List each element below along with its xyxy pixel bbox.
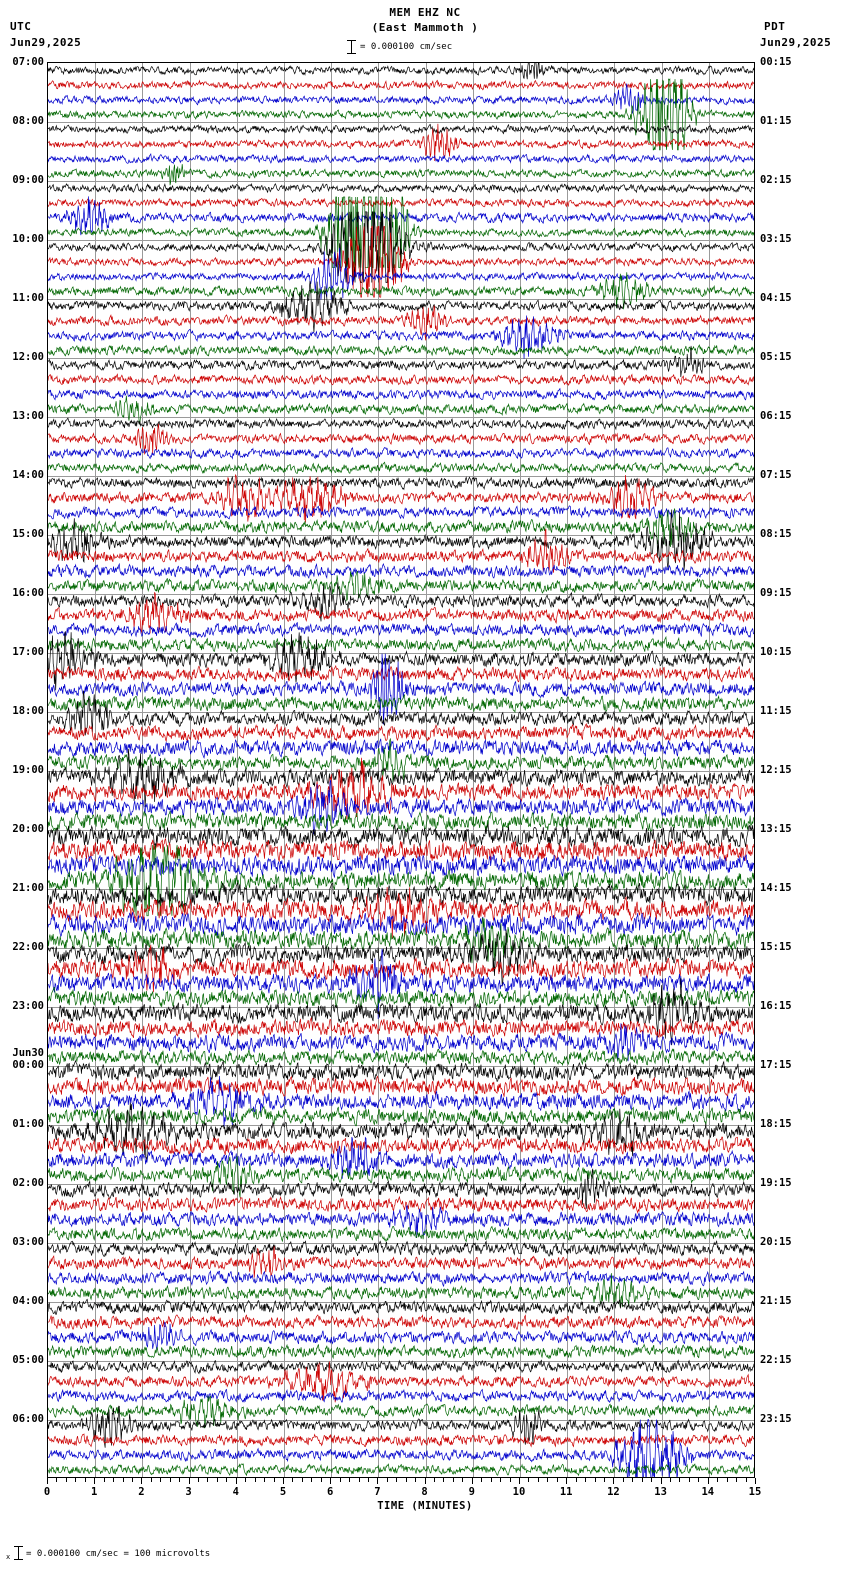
pdt-hour-label: 14:15 <box>760 882 792 894</box>
x-axis-tick-label: 6 <box>327 1486 334 1498</box>
x-axis-minor-tick <box>198 1478 199 1482</box>
x-axis-tick <box>613 1478 614 1484</box>
x-axis-minor-tick <box>245 1478 246 1482</box>
trace-line <box>48 987 754 1007</box>
x-axis-minor-tick <box>66 1478 67 1482</box>
amplitude-scale-label: = 0.000100 cm/sec <box>360 42 453 52</box>
x-axis-minor-tick <box>443 1478 444 1482</box>
x-axis-minor-tick <box>217 1478 218 1482</box>
pdt-hour-label: 19:15 <box>760 1177 792 1189</box>
utc-hour-label: 15:00 <box>12 528 44 540</box>
x-axis-minor-tick <box>302 1478 303 1482</box>
x-axis-minor-tick <box>415 1478 416 1482</box>
trace-line <box>48 1389 754 1402</box>
x-axis-tick-label: 7 <box>374 1486 381 1498</box>
pdt-hour-label: 05:15 <box>760 351 792 363</box>
x-axis-minor-tick <box>406 1478 407 1482</box>
x-axis-tick-label: 14 <box>701 1486 715 1498</box>
utc-timezone-label: UTC <box>10 20 32 33</box>
trace-line <box>48 124 754 133</box>
amplitude-scale-bar-icon <box>347 40 356 54</box>
x-axis-tick-label: 15 <box>748 1486 762 1498</box>
x-axis-minor-tick <box>698 1478 699 1482</box>
x-axis-minor-tick <box>359 1478 360 1482</box>
utc-hour-label: 11:00 <box>12 292 44 304</box>
x-axis-minor-tick <box>595 1478 596 1482</box>
trace-line <box>48 79 754 150</box>
trace-line <box>48 1137 754 1155</box>
x-axis-tick-label: 12 <box>607 1486 620 1498</box>
x-axis-minor-tick <box>85 1478 86 1482</box>
x-axis-minor-tick <box>207 1478 208 1482</box>
trace-line <box>48 749 754 807</box>
x-axis-tick-label: 1 <box>91 1486 98 1498</box>
x-axis-minor-tick <box>340 1478 341 1482</box>
x-axis-minor-tick <box>528 1478 529 1482</box>
pdt-hour-label: 13:15 <box>760 823 792 835</box>
utc-hour-label: 03:00 <box>12 1236 44 1248</box>
x-axis-tick-label: 10 <box>512 1486 526 1498</box>
x-axis-minor-tick <box>538 1478 539 1482</box>
x-axis-minor-tick <box>500 1478 501 1482</box>
x-axis-minor-tick <box>689 1478 690 1482</box>
trace-line <box>48 389 754 400</box>
trace-line <box>48 346 754 377</box>
x-axis-title: TIME (MINUTES) <box>377 1500 473 1512</box>
trace-line <box>48 154 754 163</box>
trace-line <box>48 345 754 356</box>
x-axis-tick <box>566 1478 567 1484</box>
pdt-date-label: Jun29,2025 <box>760 36 832 49</box>
trace-line <box>48 184 754 193</box>
x-axis-tick-label: 2 <box>138 1486 145 1498</box>
x-axis-tick <box>755 1478 756 1484</box>
x-axis-tick <box>377 1478 378 1484</box>
utc-date-label: Jun29,2025 <box>10 36 82 49</box>
utc-hour-label: 23:00 <box>12 1000 44 1012</box>
x-axis-minor-tick <box>547 1478 548 1482</box>
x-axis-tick-label: 13 <box>654 1486 667 1498</box>
trace-line <box>48 564 754 578</box>
trace-line <box>48 1315 754 1329</box>
x-axis-minor-tick <box>264 1478 265 1482</box>
utc-hour-label: 08:00 <box>12 115 44 127</box>
utc-hour-label: 09:00 <box>12 174 44 186</box>
x-axis-minor-tick <box>679 1478 680 1482</box>
utc-hour-label: 17:00 <box>12 646 44 658</box>
x-axis-minor-tick <box>623 1478 624 1482</box>
x-axis-tick <box>519 1478 520 1484</box>
x-axis-tick-label: 8 <box>421 1486 428 1498</box>
pdt-hour-label: 09:15 <box>760 587 792 599</box>
trace-line <box>48 1061 754 1082</box>
trace-line <box>48 1271 754 1286</box>
utc-hour-label: 02:00 <box>12 1177 44 1189</box>
x-axis-minor-tick <box>576 1478 577 1482</box>
x-axis-minor-tick <box>717 1478 718 1482</box>
x-axis-minor-tick <box>651 1478 652 1482</box>
trace-line <box>48 462 754 474</box>
utc-hour-label: 01:00 <box>12 1118 44 1130</box>
trace-line <box>48 1396 754 1428</box>
x-axis-tick-label: 3 <box>185 1486 192 1498</box>
x-axis-minor-tick <box>585 1478 586 1482</box>
seismogram-traces <box>48 63 754 1477</box>
x-axis-minor-tick <box>510 1478 511 1482</box>
utc-hour-label: 13:00 <box>12 410 44 422</box>
utc-hour-label: 12:00 <box>12 351 44 363</box>
pdt-hour-label: 01:15 <box>760 115 792 127</box>
x-axis-minor-tick <box>491 1478 492 1482</box>
footer-scale-label: = 0.000100 cm/sec = 100 microvolts <box>26 1549 211 1559</box>
trace-line <box>48 510 754 571</box>
trace-line <box>48 164 754 185</box>
pdt-hour-label: 18:15 <box>760 1118 792 1130</box>
x-axis-minor-tick <box>642 1478 643 1482</box>
trace-line <box>48 1197 754 1213</box>
trace-line <box>48 374 754 385</box>
trace-line <box>48 63 754 79</box>
x-axis-minor-tick <box>557 1478 558 1482</box>
x-axis-minor-tick <box>292 1478 293 1482</box>
x-axis-minor-tick <box>226 1478 227 1482</box>
x-axis-minor-tick <box>462 1478 463 1482</box>
x-axis-minor-tick <box>604 1478 605 1482</box>
utc-hour-label: 04:00 <box>12 1295 44 1307</box>
x-axis-minor-tick <box>349 1478 350 1482</box>
trace-line <box>48 811 754 832</box>
trace-line <box>48 631 754 690</box>
x-axis-tick <box>708 1478 709 1484</box>
x-axis <box>43 1478 762 1500</box>
x-axis-tick-label: 4 <box>232 1486 239 1498</box>
utc-hour-label: 14:00 <box>12 469 44 481</box>
utc-hour-label: 21:00 <box>12 882 44 894</box>
trace-line <box>48 418 754 429</box>
x-axis-tick <box>189 1478 190 1484</box>
station-subtitle: (East Mammoth ) <box>371 21 479 34</box>
x-axis-minor-tick <box>179 1478 180 1482</box>
pdt-timezone-label: PDT <box>764 20 786 33</box>
trace-line <box>48 1344 754 1358</box>
x-axis-tick-label: 9 <box>468 1486 475 1498</box>
footer-scale-bar-icon <box>14 1546 23 1560</box>
x-axis-minor-tick <box>396 1478 397 1482</box>
utc-hour-label: 20:00 <box>12 823 44 835</box>
x-axis-minor-tick <box>736 1478 737 1482</box>
utc-hour-label: 07:00 <box>12 56 44 68</box>
utc-hour-label: 05:00 <box>12 1354 44 1366</box>
pdt-hour-label: 16:15 <box>760 1000 792 1012</box>
x-axis-minor-tick <box>311 1478 312 1482</box>
x-axis-minor-tick <box>255 1478 256 1482</box>
trace-line <box>48 666 754 682</box>
pdt-hour-label: 17:15 <box>760 1059 792 1071</box>
utc-hour-label: 18:00 <box>12 705 44 717</box>
x-axis-minor-tick <box>113 1478 114 1482</box>
trace-line <box>48 1464 754 1475</box>
trace-line <box>48 739 754 758</box>
pdt-hour-label: 20:15 <box>760 1236 792 1248</box>
trace-line <box>48 477 754 489</box>
trace-line <box>48 424 754 455</box>
x-axis-tick <box>283 1478 284 1484</box>
x-axis-tick <box>141 1478 142 1484</box>
trace-line <box>48 1434 754 1447</box>
x-axis-minor-tick <box>123 1478 124 1482</box>
footer-multiplier: x <box>6 1553 11 1561</box>
trace-line <box>48 654 754 725</box>
trace-line <box>48 1322 754 1349</box>
trace-line <box>48 637 754 652</box>
x-axis-minor-tick <box>274 1478 275 1482</box>
pdt-hour-label: 03:15 <box>760 233 792 245</box>
x-axis-minor-tick <box>321 1478 322 1482</box>
trace-line <box>48 396 754 425</box>
helicorder-plot[interactable] <box>47 62 755 1478</box>
x-axis-minor-tick <box>132 1478 133 1482</box>
utc-hour-label: 22:00 <box>12 941 44 953</box>
x-axis-tick-label: 11 <box>559 1486 573 1498</box>
pdt-hour-label: 04:15 <box>760 292 792 304</box>
x-axis-minor-tick <box>453 1478 454 1482</box>
x-axis-minor-tick <box>481 1478 482 1482</box>
x-axis-minor-tick <box>670 1478 671 1482</box>
pdt-hour-label: 11:15 <box>760 705 792 717</box>
trace-line <box>48 571 754 600</box>
trace-line <box>48 281 754 332</box>
date-change-label: Jun30 <box>12 1047 44 1059</box>
x-axis-tick <box>425 1478 426 1484</box>
pdt-hour-label: 10:15 <box>760 646 792 658</box>
utc-hour-label: 16:00 <box>12 587 44 599</box>
x-axis-minor-tick <box>632 1478 633 1482</box>
station-title: MEM EHZ NC <box>389 6 461 19</box>
trace-line <box>48 917 754 963</box>
trace-line <box>48 1226 754 1241</box>
trace-line <box>48 1360 754 1373</box>
x-axis-tick <box>661 1478 662 1484</box>
pdt-hour-label: 00:15 <box>760 56 792 68</box>
trace-line <box>48 1241 754 1256</box>
trace-line <box>48 199 754 208</box>
pdt-hour-label: 15:15 <box>760 941 792 953</box>
x-axis-tick <box>236 1478 237 1484</box>
pdt-hour-label: 22:15 <box>760 1354 792 1366</box>
x-axis-tick-label: 0 <box>43 1486 51 1498</box>
x-axis-minor-tick <box>746 1478 747 1482</box>
x-axis-minor-tick <box>75 1478 76 1482</box>
trace-line <box>48 448 754 459</box>
trace-line <box>48 1076 754 1097</box>
pdt-hour-label: 21:15 <box>760 1295 792 1307</box>
trace-line <box>48 1299 754 1314</box>
pdt-hour-label: 12:15 <box>760 764 792 776</box>
x-axis-minor-tick <box>387 1478 388 1482</box>
x-axis-tick <box>472 1478 473 1484</box>
trace-line <box>48 80 754 89</box>
x-axis-minor-tick <box>434 1478 435 1482</box>
trace-line <box>48 506 754 519</box>
utc-hour-label: 10:00 <box>12 233 44 245</box>
trace-line <box>48 724 754 742</box>
utc-hour-label: 19:00 <box>12 764 44 776</box>
x-axis-minor-tick <box>170 1478 171 1482</box>
pdt-hour-label: 02:15 <box>760 174 792 186</box>
x-axis-tick <box>94 1478 95 1484</box>
x-axis-tick <box>330 1478 331 1484</box>
x-axis-minor-tick <box>727 1478 728 1482</box>
trace-line <box>48 1103 754 1161</box>
trace-line <box>48 1049 754 1065</box>
pdt-hour-label: 08:15 <box>760 528 792 540</box>
x-axis-minor-tick <box>56 1478 57 1482</box>
x-axis-minor-tick <box>151 1478 152 1482</box>
pdt-hour-label: 07:15 <box>760 469 792 481</box>
x-axis-minor-tick <box>160 1478 161 1482</box>
trace-line <box>48 623 754 638</box>
utc-hour-label: 06:00 <box>12 1413 44 1425</box>
pdt-hour-label: 06:15 <box>760 410 792 422</box>
utc-hour-label: 00:00 <box>12 1059 44 1071</box>
x-axis-tick-label: 5 <box>279 1486 287 1498</box>
x-axis-minor-tick <box>104 1478 105 1482</box>
pdt-hour-label: 23:15 <box>760 1413 792 1425</box>
x-axis-tick <box>47 1478 48 1484</box>
x-axis-minor-tick <box>368 1478 369 1482</box>
